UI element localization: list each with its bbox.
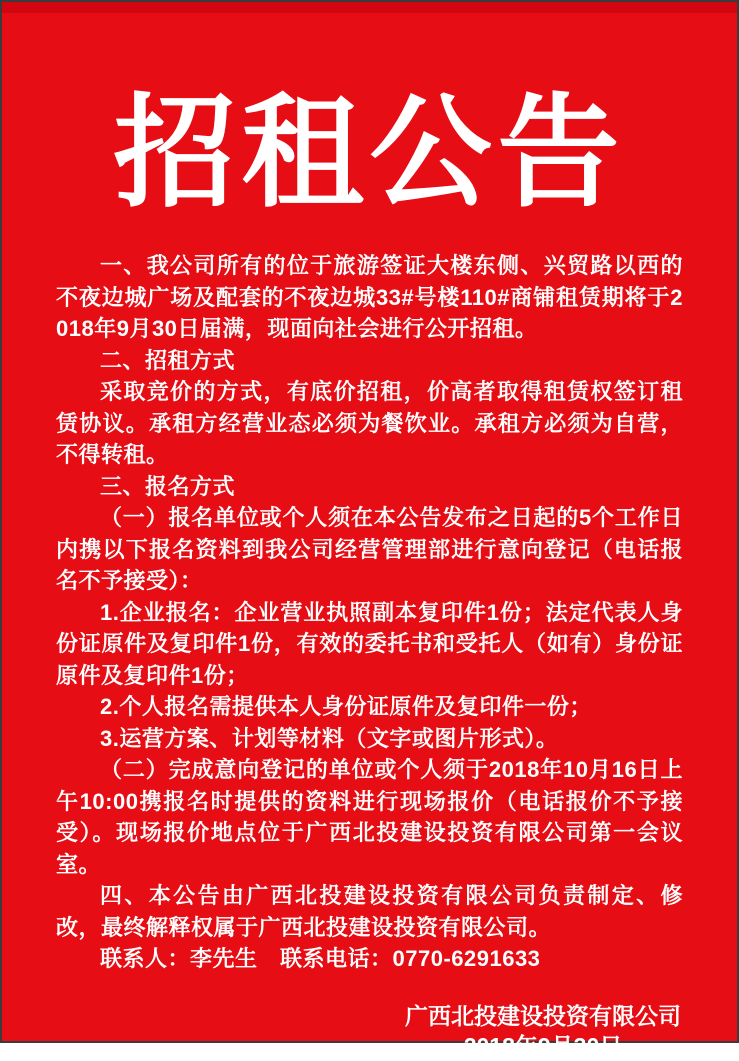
notice-body bbox=[56, 250, 683, 975]
notice-item-company-registration: 1.企业报名：企业营业执照副本复印件1份；法定代表人身份证原件及复印件1份，有效的委托书和受托人（如有）身份证原件及复印件1份； bbox=[56, 599, 683, 688]
notice-title: 招租公告 bbox=[113, 80, 626, 224]
notice-item-personal-registration: 2.个人报名需提供本人身份证原件及复印件一份； bbox=[100, 694, 592, 719]
notice-heading-rental-method: 二、招租方式 bbox=[100, 347, 236, 373]
notice-heading-registration: 三、报名方式 bbox=[100, 473, 236, 499]
notice-paragraph-bidding: （二）完成意向登记的单位或个人须于2018年10月16日上午10:00携报名时提供的资料进行现场报价（电话报价不予接受）。现场报价地点位于广西北投建设投资有限公司第一会议室。 bbox=[56, 757, 683, 877]
notice-paragraph-intro: 一、我公司所有的位于旅游签证大楼东侧、兴贸路以西的不夜边城广场及配套的不夜边城33#号楼110#商铺租赁期将于2018年9月30日届满，现面向社会进行公开招租。 bbox=[56, 253, 683, 341]
signature-company: 广西北投建设投资有限公司 bbox=[405, 1002, 681, 1029]
notice-contact-line: 联系人：李先生 联系电话：0770-6291633 bbox=[100, 946, 541, 971]
signature-date: 2018年9月30日 bbox=[463, 1032, 623, 1059]
notice-paragraph-rental-method: 采取竞价的方式，有底价招租，价高者取得租赁权签订租赁协议。承租方经营业态必须为餐饮业。承租方必须为自营，不得转租。 bbox=[56, 379, 683, 467]
notice-item-operation-plan: 3.运营方案、计划等材料（文字或图片形式）。 bbox=[100, 725, 559, 751]
notice-paragraph-interpretation: 四、本公告由广西北投建设投资有限公司负责制定、修改，最终解释权属于广西北投建设投资有限公司。 bbox=[56, 883, 683, 940]
notice-paragraph-registration: （一）报名单位或个人须在本公告发布之日起的5个工作日内携以下报名资料到我公司经营管理部进行意向登记（电话报名不予接受）： bbox=[56, 505, 683, 593]
top-band-decoration bbox=[2, 2, 737, 13]
signature-block bbox=[405, 1001, 681, 1061]
